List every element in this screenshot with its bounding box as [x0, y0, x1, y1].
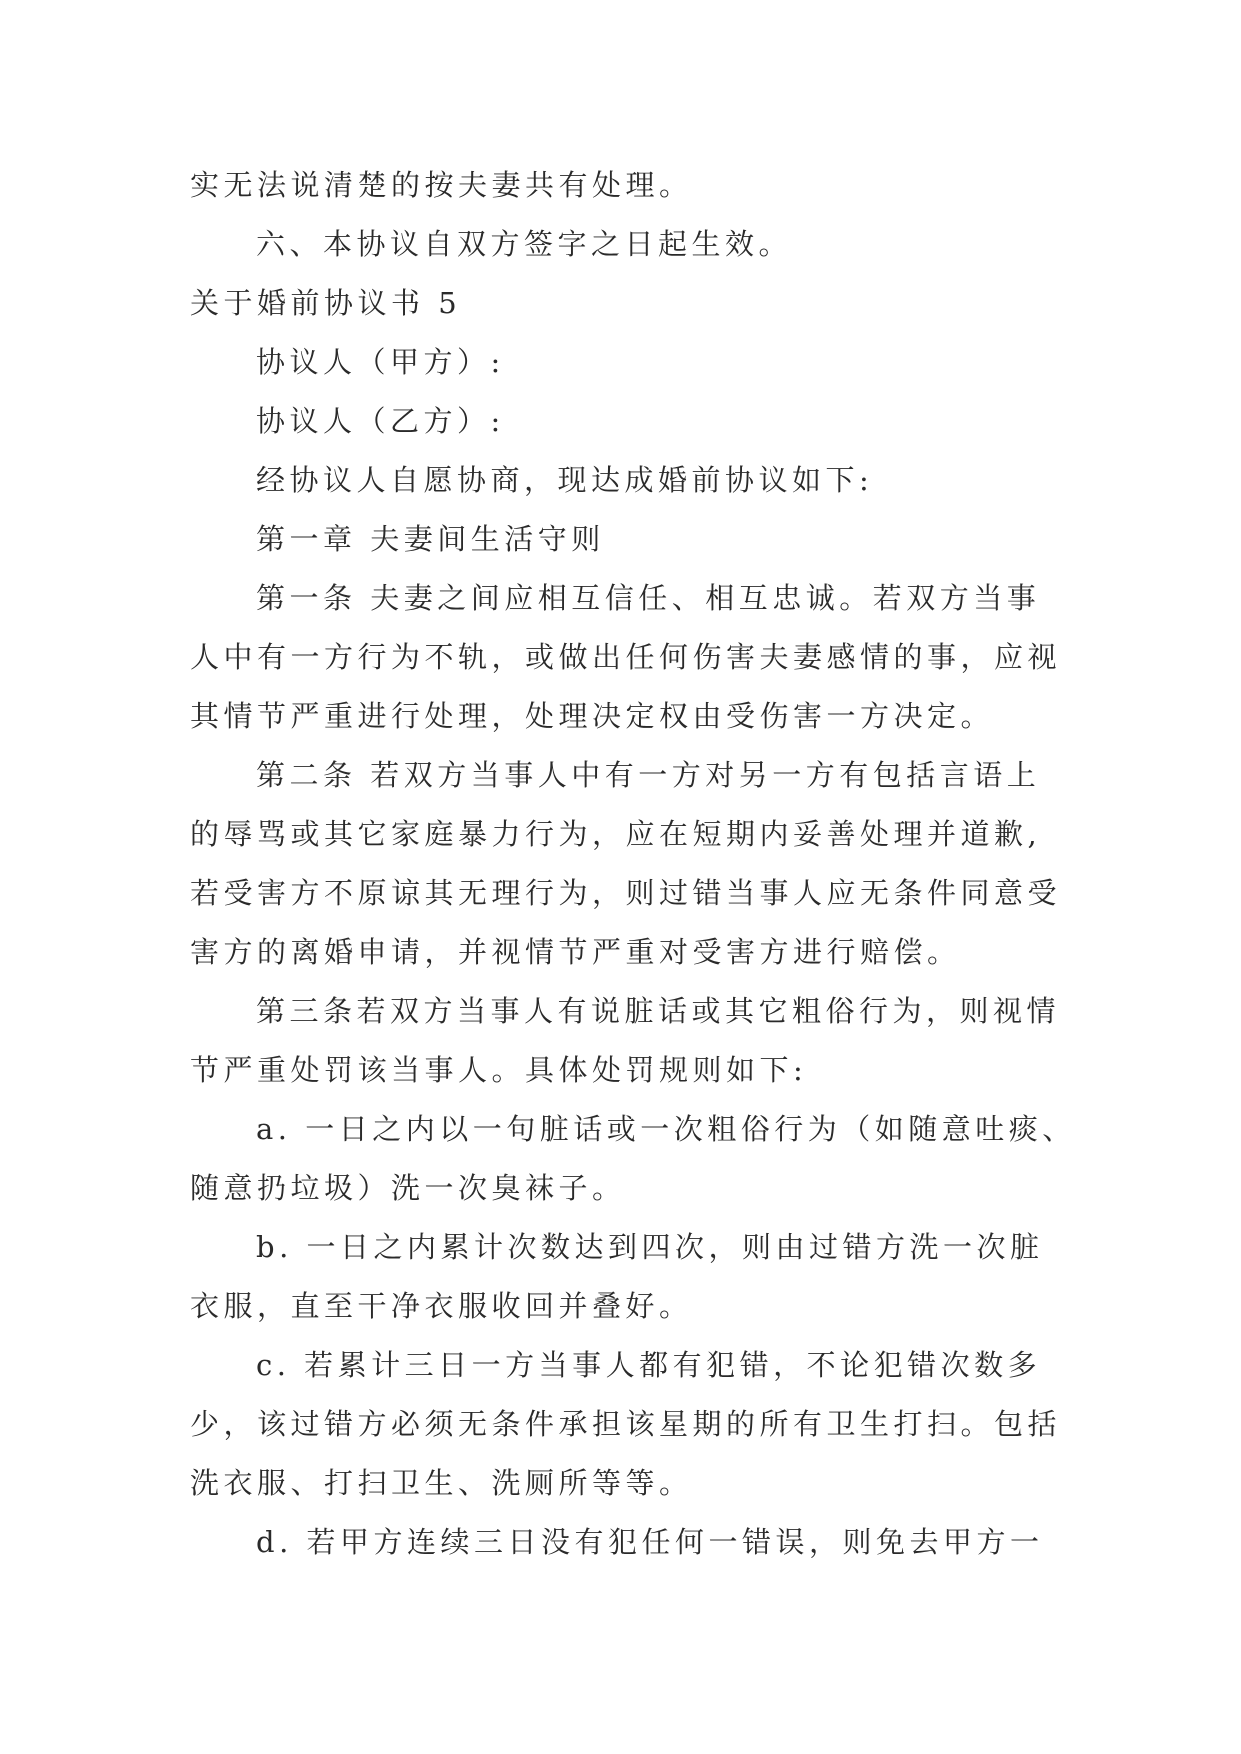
text-line: 人中有一方行为不轨，或做出任何伤害夫妻感情的事，应视: [190, 640, 1062, 674]
text-line: d. 若甲方连续三日没有犯任何一错误，则免去甲方一: [256, 1525, 1044, 1559]
text-line: 第三条若双方当事人有说脏话或其它粗俗行为，则视情: [256, 994, 1061, 1028]
text-line: 少，该过错方必须无条件承担该星期的所有卫生打扫。包括: [190, 1407, 1062, 1441]
text-line: 其情节严重进行处理，处理决定权由受伤害一方决定。: [190, 699, 995, 733]
text-line: 协议人（甲方）:: [256, 345, 505, 379]
text-line: 第二条 若双方当事人中有一方对另一方有包括言语上: [256, 758, 1041, 792]
text-line: 害方的离婚申请，并视情节严重对受害方进行赔偿。: [190, 935, 961, 969]
text-line: 协议人（乙方）:: [256, 404, 505, 438]
text-line: 洗衣服、打扫卫生、洗厕所等等。: [190, 1466, 693, 1500]
text-line: 节严重处罚该当事人。具体处罚规则如下:: [190, 1053, 808, 1087]
text-line: 实无法说清楚的按夫妻共有处理。: [190, 168, 693, 202]
text-line: 若受害方不原谅其无理行为，则过错当事人应无条件同意受: [190, 876, 1062, 910]
text-line: 六、本协议自双方签字之日起生效。: [256, 227, 793, 261]
text-line: a. 一日之内以一句脏话或一次粗俗行为（如随意吐痰、: [256, 1112, 1076, 1146]
text-line: 第一条 夫妻之间应相互信任、相互忠诚。若双方当事: [256, 581, 1041, 615]
document-body: [190, 156, 1076, 1572]
section-heading: 关于婚前协议书 5: [190, 286, 462, 320]
text-line: 经协议人自愿协商，现达成婚前协议如下:: [256, 463, 874, 497]
text-line: 随意扔垃圾）洗一次臭袜子。: [190, 1171, 626, 1205]
text-line: b. 一日之内累计次数达到四次，则由过错方洗一次脏: [256, 1230, 1044, 1264]
text-line: 衣服，直至干净衣服收回并叠好。: [190, 1289, 693, 1323]
text-line: c. 若累计三日一方当事人都有犯错，不论犯错次数多: [256, 1348, 1042, 1382]
text-line: 的辱骂或其它家庭暴力行为，应在短期内妥善处理并道歉,: [190, 817, 1042, 851]
chapter-heading: 第一章 夫妻间生活守则: [256, 522, 605, 556]
